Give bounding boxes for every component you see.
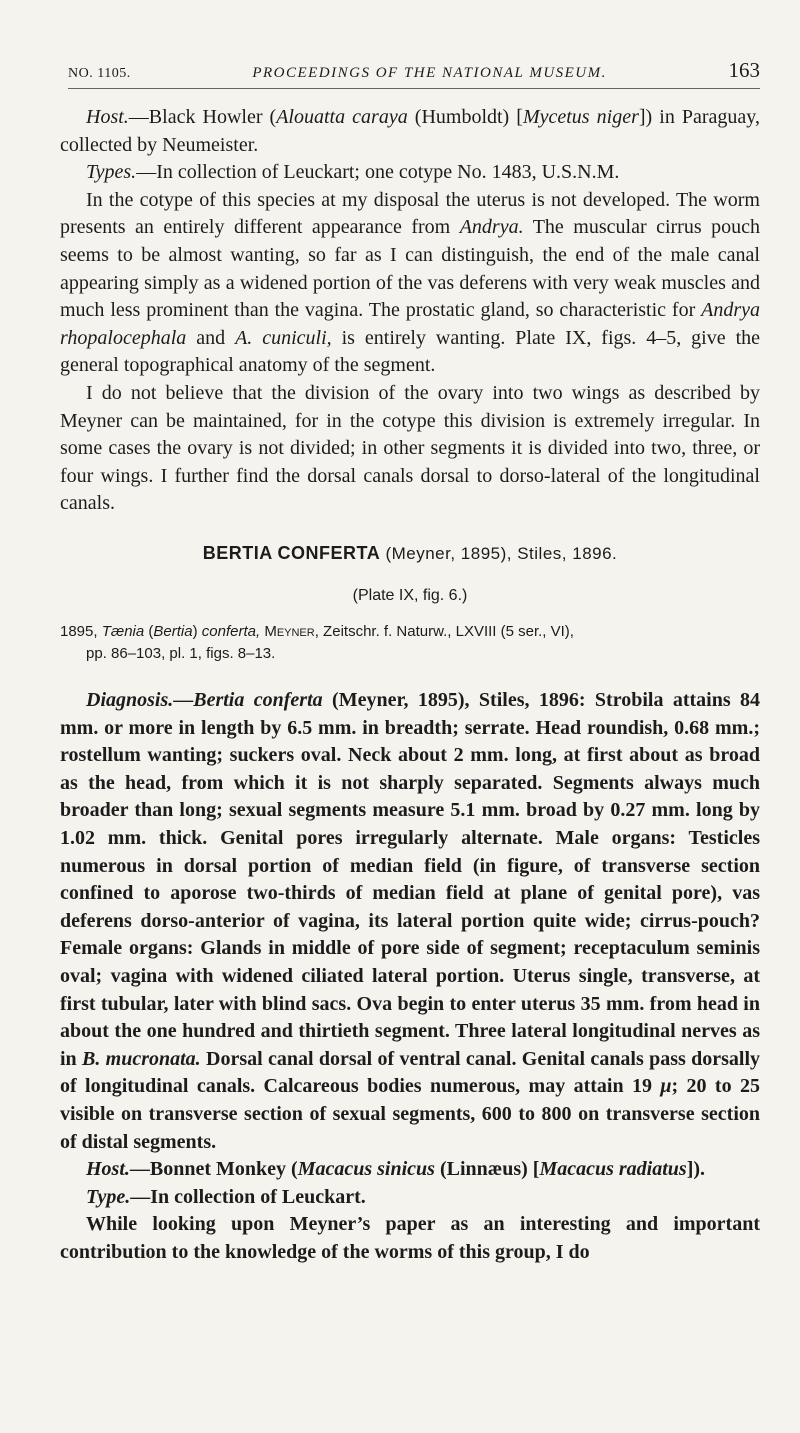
type2-label: Type.: [86, 1185, 131, 1208]
running-head: [68, 58, 760, 89]
body-text: [60, 104, 760, 1267]
plate-reference: (Plate IX, fig. 6.): [352, 586, 468, 604]
issue-number: NO. 1105.: [68, 66, 131, 81]
types-label: Types.: [86, 161, 137, 184]
host2-paragraph: Host.—Bonnet Monkey (Macacus sinicus (Linnæus) [Macacus radiatus]).: [86, 1158, 706, 1181]
diagnosis-label: Diagnosis.: [86, 689, 174, 712]
diagnosis-block: [60, 687, 760, 1266]
host-label: Host.: [86, 106, 129, 128]
page-number: 163: [728, 58, 760, 82]
description-paragraph: In the cotype of this species at my disposal the uterus is not developed. The worm presents an entirely different appearance from Andrya. The muscular cirrus pouch seems to be almost wanting, so far as I can distinguish, the end of the male canal appearing simply as a widened portion of the vas deferens with very weak muscles and much less prominent than the vagina. The prostatic gland, so characteristic for Andrya rhopalocephala and A. cuniculi, is entirely wanting. Plate IX, figs. 4–5, give the general topographical anatomy of the segment.: [60, 188, 760, 377]
ovary-paragraph: I do not believe that the division of the ovary into two wings as described by Meyner can be maintained, for in the cotype this division is extremely irregular. In some cases the ovary is not divided; in other segments it is divided into two, three, or four wings. I further find the dorsal canals dorsal to dorso-lateral of the longitudinal canals.: [60, 381, 760, 515]
journal-title: PROCEEDINGS OF THE NATIONAL MUSEUM.: [252, 65, 607, 81]
species-heading: [60, 540, 760, 568]
closing-paragraph: While looking upon Meyner’s paper as an interesting and important contribution to the knowledge of the worms of this group, I do: [60, 1213, 760, 1263]
diagnosis-paragraph: Diagnosis.—Bertia conferta (Meyner, 1895), Stiles, 1896: Strobila attains 84 mm. or more in length by 6.5 mm. in breadth; serrate. Head roundish, 0.68 mm.; rostellum wanting; suckers oval. Neck about 2 mm. long, at first about as broad as the head, from which it is not sharply separated. Segments always much broader than long; sexual segments measure 5.1 mm. broad by 0.27 mm. long by 1.02 mm. thick. Genital pores irregularly alternate. Male organs: Testicles numerous in dorsal portion of median field (in figure, of transverse section confined to aporose two-thirds of median field at plane of genital pore), vas deferens dorso-anterior of vagina, its lateral portion quite wide; cirrus-pouch? Female organs: Glands in middle of pore side of segment; receptaculum seminis oval; vagina with widened ciliated lateral portion. Uterus single, transverse, at first tubular, later with blind sacs. Ova begin to enter uterus 35 mm. from head in about the one hundred and thirtieth segment. Three lateral longitudinal nerves as in B. mucronata. Dorsal canal dorsal of ventral canal. Genital canals pass dorsally of longitudinal canals. Calcareous bodies numerous, may attain 19 μ; 20 to 25 visible on transverse section of sexual segments, 600 to 800 on transverse section of distal segments.: [60, 689, 761, 1153]
species-name: BERTIA CONFERTA: [202, 542, 381, 563]
host2-label: Host.: [86, 1158, 130, 1181]
type2-paragraph: Type.—In collection of Leuckart.: [86, 1185, 366, 1208]
host-paragraph: Host.—Black Howler (Alouatta caraya (Humboldt) [Mycetus niger]) in Paraguay, collected by Neumeister.: [60, 106, 760, 156]
types-paragraph: Types.—In collection of Leuckart; one cotype No. 1483, U.S.N.M.: [86, 161, 620, 184]
bibliography-entry: 1895, Tænia (Bertia) conferta, Meyner, Zeitschr. f. Naturw., LXVIII (5 ser., VI), pp. 86–103, pl. 1, figs. 8–13.: [60, 623, 574, 663]
species-citation: (Meyner, 1895), Stiles, 1896.: [380, 543, 618, 563]
